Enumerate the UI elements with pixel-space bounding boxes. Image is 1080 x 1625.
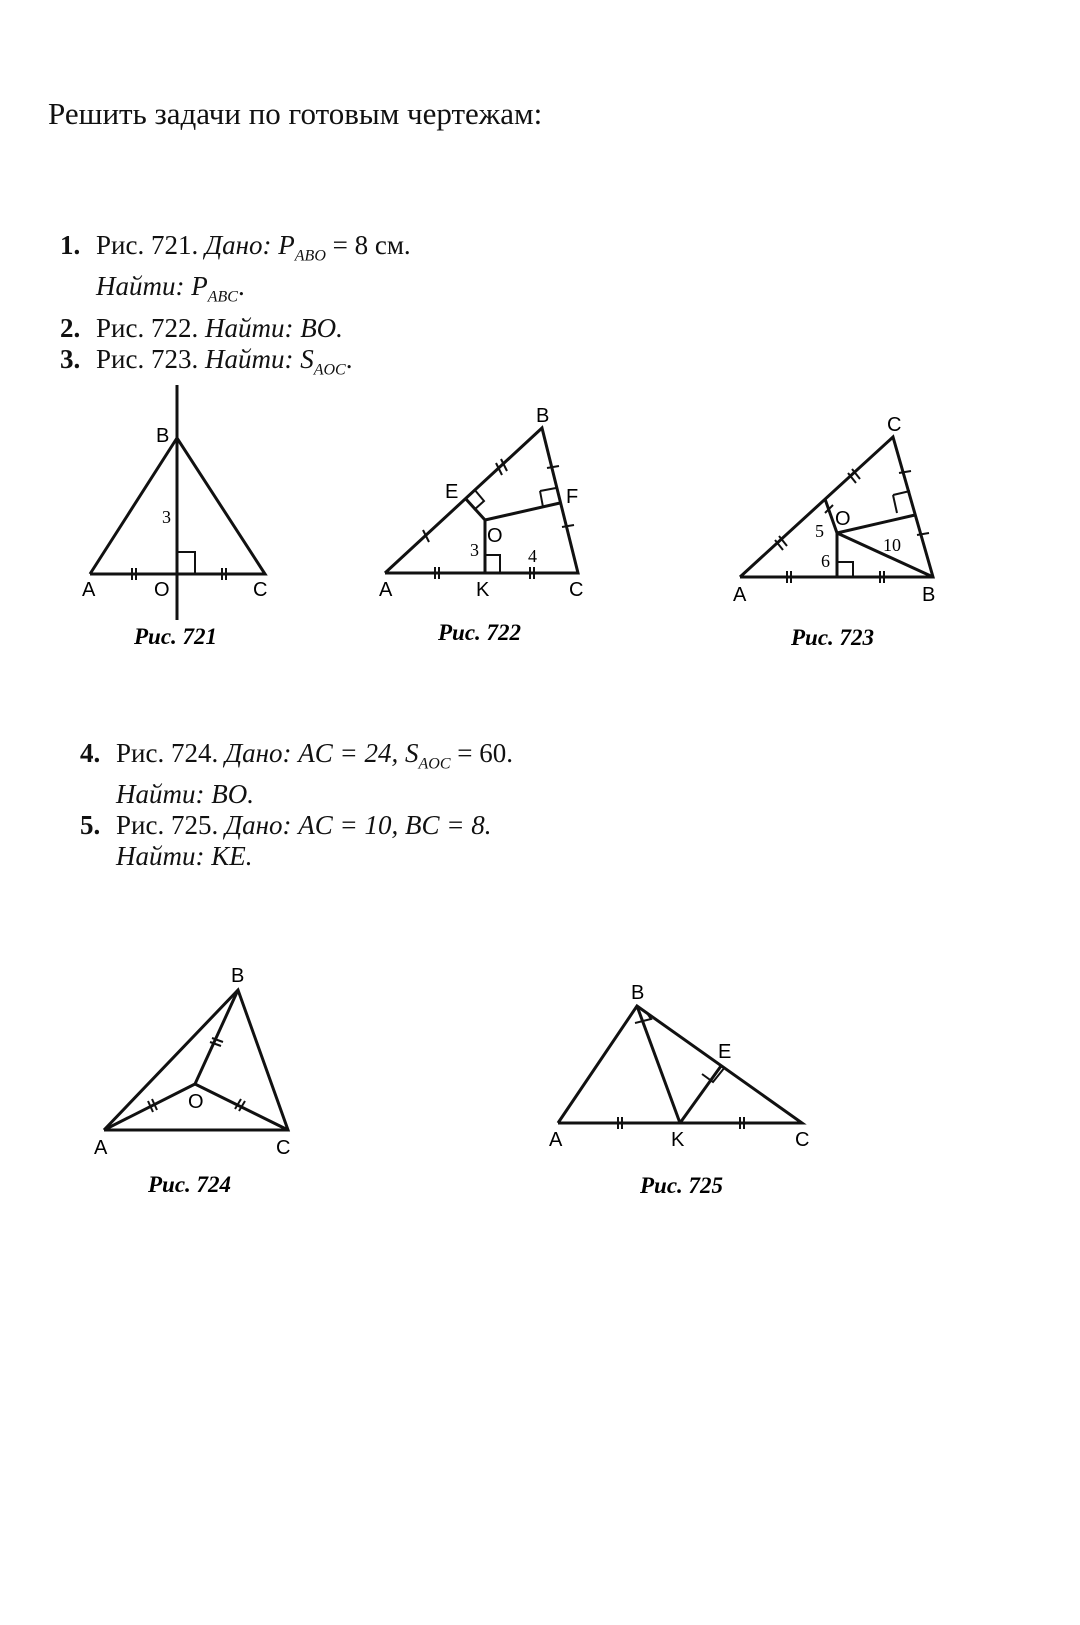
figure-725: [540, 975, 830, 1220]
label-length: 5: [815, 521, 824, 541]
figure-caption: Рис. 723: [791, 625, 875, 650]
given-tail: = 60.: [450, 738, 513, 768]
find-tail: .: [345, 343, 353, 374]
task-number: 2.: [60, 312, 81, 343]
find-label: Найти: [116, 841, 196, 872]
tick-mark: [917, 533, 929, 535]
find-text: : KE.: [195, 841, 253, 872]
figure-723: [725, 405, 965, 670]
task-4-find: [80, 779, 513, 810]
label-length: 6: [821, 551, 830, 571]
given-label: Дано: [204, 230, 263, 260]
given-text: : AC = 10, BC = 8.: [282, 810, 492, 841]
figure-caption: Рис. 724: [148, 1172, 232, 1197]
page-heading: Решить задачи по готовым чертежам:: [48, 96, 543, 131]
figure-722-drawing: [370, 400, 620, 660]
right-angle-mark: [540, 491, 543, 507]
label-a: A: [94, 1137, 108, 1159]
label-c: C: [276, 1137, 291, 1159]
find-label: Найти: [204, 343, 285, 374]
label-k: K: [671, 1129, 685, 1151]
find-text: : S: [284, 343, 314, 374]
label-length: 3: [162, 507, 171, 527]
label-b: B: [922, 584, 936, 606]
median-bk: [637, 1006, 680, 1123]
tick-mark: [562, 525, 574, 527]
label-e: E: [718, 1041, 732, 1063]
right-angle-mark: [540, 488, 556, 491]
figure-721: [70, 380, 300, 665]
task-1-find: [60, 271, 411, 312]
task-5: [80, 810, 513, 841]
task-number: 3.: [60, 343, 81, 374]
given-subscript: ABO: [294, 247, 326, 265]
right-angle-mark: [485, 555, 500, 573]
perpendicular-of: [485, 503, 560, 520]
task-number: 4.: [80, 738, 101, 768]
figure-ref: Рис. 723.: [96, 343, 199, 374]
figure-caption: Рис. 722: [438, 620, 522, 645]
figure-ref: Рис. 722.: [96, 312, 199, 343]
given-subscript: AOC: [418, 755, 451, 773]
given-label: Дано: [224, 738, 283, 768]
figure-722: [370, 400, 620, 665]
task-1: [60, 230, 411, 271]
label-b: B: [156, 425, 170, 447]
figure-724-drawing: [88, 960, 318, 1210]
label-a: A: [82, 579, 96, 601]
figure-caption: Рис. 721: [134, 624, 218, 649]
label-o: O: [487, 525, 503, 547]
given-text: : P: [262, 230, 295, 260]
label-b: B: [231, 965, 245, 987]
segment-bo: [195, 990, 238, 1084]
label-c: C: [887, 414, 902, 436]
task-number: 1.: [60, 230, 81, 260]
task-2: [60, 313, 411, 344]
find-label: Найти: [116, 779, 196, 810]
right-angle-mark: [474, 489, 484, 510]
right-angle-mark: [837, 562, 853, 577]
find-text: : P: [175, 271, 208, 302]
label-o: O: [835, 508, 851, 530]
find-text: : BO.: [195, 779, 254, 810]
task-3: [60, 344, 411, 385]
given-text: : AC = 24, S: [282, 738, 419, 768]
find-label: Найти: [96, 271, 176, 302]
label-f: F: [566, 486, 579, 508]
label-b: B: [536, 405, 550, 427]
tick-mark: [899, 471, 911, 473]
label-c: C: [253, 579, 268, 601]
find-text: : BO.: [284, 312, 343, 343]
label-k: K: [476, 579, 490, 601]
label-o: O: [188, 1091, 204, 1113]
figure-ref: Рис. 725.: [116, 810, 219, 841]
figure-723-drawing: [725, 405, 965, 665]
tasks-top: [60, 230, 411, 385]
segment-ao: [104, 1084, 195, 1130]
given-label: Дано: [224, 810, 283, 841]
triangle-abc: [385, 428, 578, 573]
figure-725-drawing: [540, 975, 830, 1215]
figure-ref: Рис. 724.: [116, 738, 219, 768]
find-subscript: ABC: [207, 288, 238, 306]
task-number: 5.: [80, 810, 101, 841]
figure-ref: Рис. 721.: [96, 230, 199, 260]
perpendicular-ke: [680, 1066, 721, 1123]
label-length: 3: [470, 540, 479, 560]
figure-724: [88, 960, 318, 1215]
label-e: E: [445, 481, 459, 503]
given-tail: = 8 см.: [325, 230, 411, 260]
task-4: [80, 738, 513, 779]
right-angle-mark: [177, 552, 195, 574]
task-5-find: [80, 841, 513, 872]
find-subscript: AOC: [313, 361, 346, 379]
tasks-bottom: [80, 738, 513, 872]
find-tail: .: [237, 271, 245, 302]
label-b: B: [631, 982, 645, 1004]
label-a: A: [733, 584, 747, 606]
label-a: A: [549, 1129, 563, 1151]
figure-caption: Рис. 725: [640, 1173, 724, 1198]
figure-721-drawing: [70, 380, 300, 660]
label-c: C: [569, 579, 584, 601]
label-length: 10: [883, 535, 901, 555]
right-angle-mark: [893, 495, 897, 513]
label-length: 4: [528, 546, 537, 566]
label-a: A: [379, 579, 393, 601]
label-c: C: [795, 1129, 810, 1151]
tick-mark: [547, 466, 559, 468]
find-label: Найти: [204, 312, 285, 343]
label-o: O: [154, 579, 170, 601]
triangle-abc: [558, 1006, 802, 1123]
